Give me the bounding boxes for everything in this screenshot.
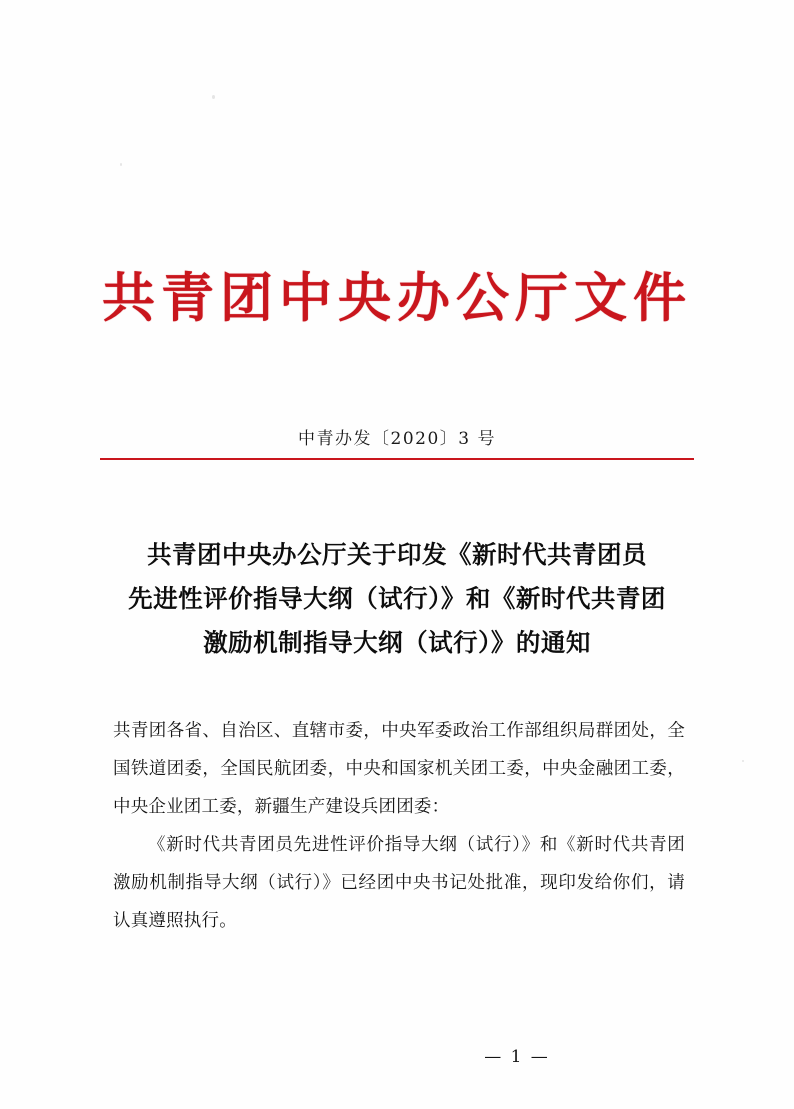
red-divider-rule <box>100 458 694 460</box>
masthead-title: 共青团中央办公厅文件 <box>102 267 692 329</box>
document-body <box>113 712 685 940</box>
scan-speck <box>120 163 122 166</box>
page-title <box>100 533 694 665</box>
body-paragraph-notice: 《新时代共青团员先进性评价指导大纲（试行）》和《新时代共青团激励机制指导大纲（试行）》已经团中央书记处批准，现印发给你们，请认真遵照执行。 <box>113 835 685 931</box>
page-title-line: 激励机制指导大纲（试行）》的通知 <box>203 628 591 657</box>
scan-speck <box>212 95 215 99</box>
page-title-line: 先进性评价指导大纲（试行）》和《新时代共青团 <box>128 584 666 613</box>
document-number: 中青办发〔2020〕3 号 <box>298 429 496 449</box>
page-number: — 1 — <box>484 1047 550 1067</box>
scan-speck <box>742 760 744 762</box>
body-paragraph-recipients: 共青团各省、自治区、直辖市委，中央军委政治工作部组织局群团处，全国铁道团委，全国民航团委，中央和国家机关团工委，中央金融团工委，中央企业团工委，新疆生产建设兵团团委： <box>113 721 685 817</box>
page-title-line: 共青团中央办公厅关于印发《新时代共青团员 <box>147 540 647 569</box>
